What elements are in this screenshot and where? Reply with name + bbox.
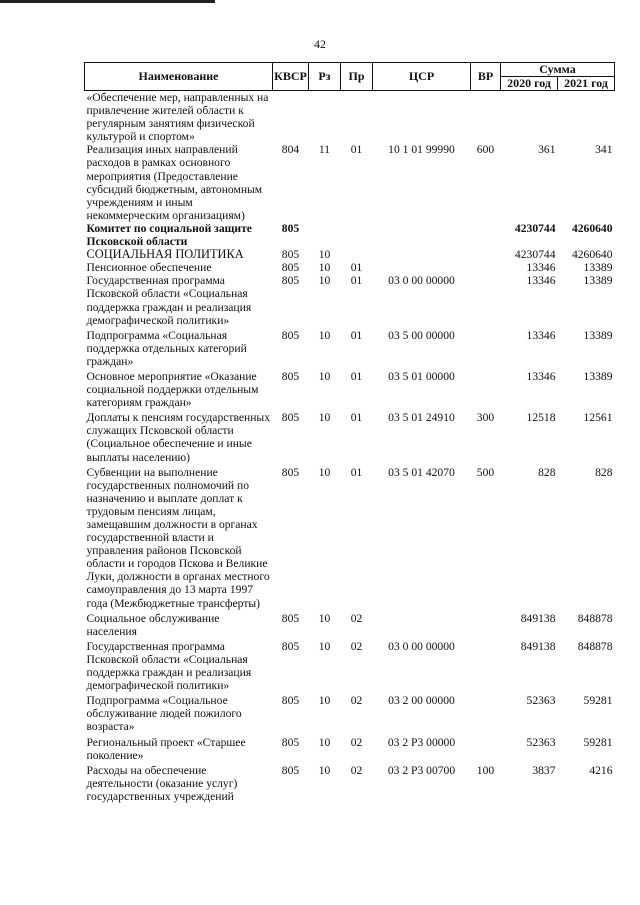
row-name: Расходы на обеспечение деятельности (оказание услуг) государственных учреждений <box>86 763 238 803</box>
row-sum-2021: 13389 <box>583 274 613 288</box>
header-name: Наименование <box>85 63 273 91</box>
row-kvsr: 805 <box>281 274 300 288</box>
row-sum-2021: 59281 <box>583 735 613 749</box>
row-pr: 01 <box>350 261 363 275</box>
row-csr <box>373 261 471 274</box>
row-name: СОЦИАЛЬНАЯ ПОЛИТИКА <box>86 247 244 262</box>
header-vr: ВР <box>471 63 501 91</box>
row-csr: 03 5 01 00000 <box>388 369 455 383</box>
table-row <box>85 261 615 274</box>
table-row-committee <box>85 222 615 248</box>
row-csr: 03 0 00 00000 <box>388 274 455 288</box>
row-kvsr: 805 <box>281 328 300 342</box>
table-row <box>85 638 615 692</box>
row-kvsr: 805 <box>281 639 300 653</box>
header-sum: Сумма <box>501 63 615 77</box>
table-row <box>85 327 615 368</box>
row-csr: 03 5 01 42070 <box>388 465 455 479</box>
row-kvsr: 805 <box>281 694 300 708</box>
row-csr <box>373 222 471 248</box>
row-csr <box>373 248 471 261</box>
row-name: Региональный проект «Старшее поколение» <box>86 735 246 762</box>
row-kvsr: 805 <box>281 369 300 383</box>
top-rule <box>0 0 215 3</box>
table-row <box>85 274 615 326</box>
row-vr <box>471 610 501 638</box>
header-csr: ЦСР <box>373 63 471 91</box>
row-pr: 01 <box>350 274 363 288</box>
table-row <box>85 91 615 144</box>
row-kvsr: 804 <box>281 143 300 157</box>
row-pr <box>341 248 373 261</box>
header-year-2021: 2021 год <box>558 77 615 91</box>
row-vr: 500 <box>476 465 495 479</box>
row-vr <box>471 248 501 261</box>
row-sum-2020: 52363 <box>526 735 556 749</box>
row-vr <box>471 638 501 692</box>
row-sum-2020: 13346 <box>526 261 556 275</box>
row-sum-2021 <box>558 91 615 144</box>
row-vr <box>471 261 501 274</box>
row-vr: 100 <box>476 763 495 777</box>
row-pr: 02 <box>350 611 363 625</box>
row-kvsr: 805 <box>281 611 300 625</box>
budget-table <box>84 62 615 803</box>
row-rz: 10 <box>318 694 331 708</box>
row-rz: 10 <box>318 328 331 342</box>
header-pr: Пр <box>341 63 373 91</box>
row-vr <box>471 274 501 326</box>
row-rz <box>309 91 341 144</box>
row-csr: 03 2 00 00000 <box>388 694 455 708</box>
row-vr <box>471 692 501 733</box>
row-pr: 01 <box>350 411 363 425</box>
row-vr <box>471 91 501 144</box>
row-csr: 03 2 P3 00000 <box>387 735 456 749</box>
row-pr: 02 <box>350 639 363 653</box>
row-kvsr: 805 <box>281 465 300 479</box>
row-sum-2021: 848878 <box>577 639 613 653</box>
row-sum-2020: 52363 <box>526 694 556 708</box>
row-rz: 10 <box>318 763 331 777</box>
row-vr <box>471 327 501 368</box>
row-vr <box>471 222 501 248</box>
row-kvsr: 805 <box>281 411 300 425</box>
row-pr: 02 <box>350 735 363 749</box>
row-rz: 10 <box>318 248 331 262</box>
table-row <box>85 692 615 733</box>
row-sum-2020: 361 <box>538 143 556 157</box>
row-sum-2020: 828 <box>538 465 556 479</box>
header-rz: Рз <box>309 63 341 91</box>
table-row-section <box>85 248 615 261</box>
row-csr: 10 1 01 99990 <box>388 143 455 157</box>
row-sum-2020: 13346 <box>526 369 556 383</box>
row-csr <box>373 91 471 144</box>
row-sum-2020: 12518 <box>526 411 556 425</box>
table-row <box>85 734 615 762</box>
table-row <box>85 368 615 409</box>
row-sum-2021: 13389 <box>583 369 613 383</box>
row-vr <box>471 734 501 762</box>
row-sum-2021: 12561 <box>583 411 613 425</box>
row-name: Государственная программа Псковской области «Социальная поддержка граждан и реализация демографической политики» <box>86 639 252 693</box>
row-pr: 01 <box>350 143 363 157</box>
row-sum-2020: 13346 <box>526 328 556 342</box>
row-pr <box>341 222 373 248</box>
row-sum-2021: 4216 <box>589 763 613 777</box>
row-kvsr: 805 <box>281 221 300 235</box>
row-kvsr: 805 <box>281 261 300 275</box>
row-sum-2021: 59281 <box>583 694 613 708</box>
row-rz: 10 <box>318 639 331 653</box>
row-name: «Обеспечение мер, направленных на привлечение жителей области к регулярным занятиям физической культурой и спортом» <box>86 91 269 144</box>
row-sum-2020 <box>501 91 558 144</box>
row-rz: 10 <box>318 465 331 479</box>
row-csr <box>373 610 471 638</box>
row-sum-2020: 849138 <box>520 639 556 653</box>
row-sum-2021: 828 <box>595 465 613 479</box>
row-csr: 03 5 01 24910 <box>388 411 455 425</box>
row-vr: 300 <box>476 411 495 425</box>
row-name: Комитет по социальной защите Псковской области <box>86 221 252 249</box>
table-row <box>85 143 615 222</box>
row-csr: 03 0 00 00000 <box>388 639 455 653</box>
row-pr <box>341 91 373 144</box>
row-name: Подпрограмма «Социальное обслуживание людей пожилого возраста» <box>86 694 242 734</box>
row-kvsr <box>273 91 309 144</box>
row-name: Доплаты к пенсиям государственных служащих Псковской области (Социальное обеспечение и иные выплаты населению) <box>86 411 271 464</box>
row-pr: 02 <box>350 694 363 708</box>
row-sum-2020: 13346 <box>526 274 556 288</box>
row-sum-2021: 341 <box>595 143 613 157</box>
row-kvsr: 805 <box>281 763 300 777</box>
row-rz <box>309 222 341 248</box>
row-rz: 10 <box>318 261 331 275</box>
row-name: Пенсионное обеспечение <box>86 261 212 275</box>
row-sum-2021: 13389 <box>583 261 613 275</box>
row-sum-2021: 4260640 <box>571 221 613 235</box>
row-name: Реализация иных направлений расходов в рамках основного мероприятия (Предоставление субсидий бюджетным, автономным учреждениям и иным некоммерческим организациям) <box>86 143 263 222</box>
row-sum-2021: 13389 <box>583 328 613 342</box>
row-name: Субвенции на выполнение государственных полномочий по назначению и выплате доплат к трудовым пенсиям лицам, замещавшим должности в органах государственной власти и управления районов Псковской области и городов Пскова и Великие Луки, должности в органах местного самоуправления до 13 марта 1997 года (Межбюджетные трансферты) <box>86 465 270 610</box>
row-sum-2020: 4230744 <box>514 221 556 235</box>
table-row <box>85 762 615 803</box>
row-name: Социальное обслуживание населения <box>86 611 220 638</box>
row-name: Основное мероприятие «Оказание социальной поддержки отдельным категориям граждан» <box>86 369 259 410</box>
row-sum-2021: 4260640 <box>571 248 613 262</box>
row-vr <box>471 368 501 409</box>
page-number: 42 <box>314 37 326 51</box>
row-sum-2020: 4230744 <box>514 248 556 262</box>
row-sum-2021: 848878 <box>577 611 613 625</box>
row-pr: 02 <box>350 763 363 777</box>
row-sum-2020: 3837 <box>532 763 556 777</box>
row-name: Государственная программа Псковской области «Социальная поддержка граждан и реализация демографической политики» <box>86 274 252 327</box>
row-pr: 01 <box>350 465 363 479</box>
row-rz: 10 <box>318 611 331 625</box>
row-rz: 10 <box>318 411 331 425</box>
row-rz: 10 <box>318 274 331 288</box>
row-name: Подпрограмма «Социальная поддержка отдельных категорий граждан» <box>86 328 247 368</box>
row-pr: 01 <box>350 328 363 342</box>
table-row <box>85 610 615 638</box>
row-kvsr: 805 <box>281 735 300 749</box>
table-row <box>85 409 615 463</box>
row-sum-2020: 849138 <box>520 611 556 625</box>
row-pr: 01 <box>350 369 363 383</box>
row-kvsr: 805 <box>281 248 300 262</box>
row-rz: 11 <box>318 143 331 157</box>
table-row <box>85 464 615 610</box>
row-rz: 10 <box>318 369 331 383</box>
row-vr: 600 <box>476 143 495 157</box>
row-rz: 10 <box>318 735 331 749</box>
row-csr: 03 2 P3 00700 <box>387 763 456 777</box>
header-kvsr: КВСР <box>273 63 309 91</box>
header-year-2020: 2020 год <box>501 77 558 91</box>
row-csr: 03 5 00 00000 <box>388 328 455 342</box>
